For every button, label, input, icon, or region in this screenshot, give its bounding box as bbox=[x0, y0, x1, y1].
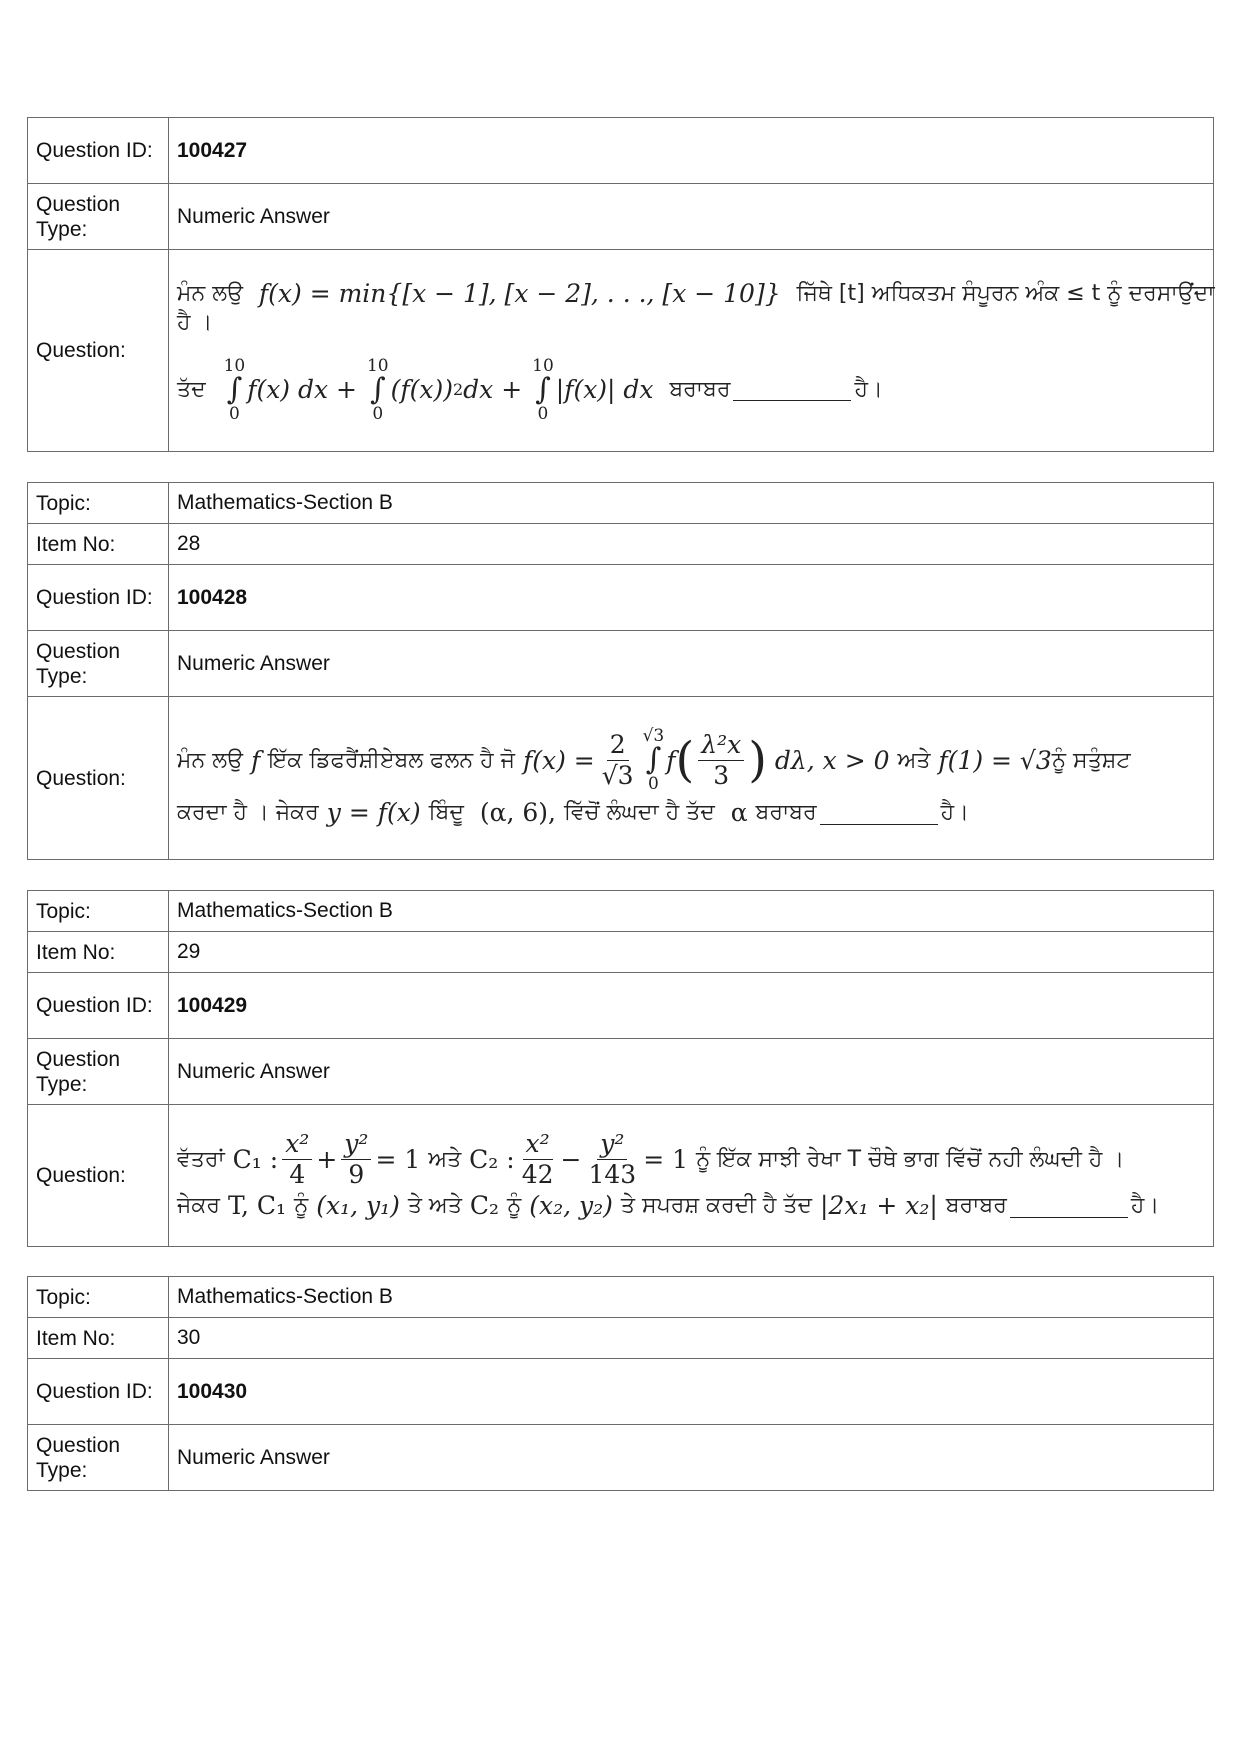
topic-value: Mathematics-Section B bbox=[169, 1277, 1214, 1318]
question-line-2: ਜੇਕਰ T, C₁ ਨੂੰ (x₁, y₁) ਤੇ ਅਤੇ C₂ ਨੂੰ (x₂, y₂) ਤੇ ਸਪਰਸ਼ ਕਰਦੀ ਹੈ ਤੱਦ |2x₁ + x₂| ਬਰਾਬਰ ਹੈ। bbox=[177, 1191, 1160, 1221]
answer-blank bbox=[1010, 1195, 1128, 1218]
item-no-label: Item No: bbox=[28, 1318, 169, 1359]
question-block-100428 bbox=[27, 482, 1214, 860]
question-id-value: 100428 bbox=[169, 565, 1214, 631]
topic-value: Mathematics-Section B bbox=[169, 483, 1214, 524]
question-line-1: ਮੰਨ ਲਉ f(x) = min{[x − 1], [x − 2], . . ., [x − 10]} ਜਿੱਥੇ [t] ਅਧਿਕਤਮ ਸੰਪੂਰਨ ਅੰਕ ≤ t ਨੂੰ ਦਰਸਾਉਂਦਾ bbox=[177, 279, 1215, 309]
question-label: Question: bbox=[28, 1105, 169, 1247]
question-body bbox=[169, 697, 1214, 860]
question-type-value: Numeric Answer bbox=[169, 1425, 1214, 1491]
item-no-value: 28 bbox=[169, 524, 1214, 565]
question-id-label: Question ID: bbox=[28, 973, 169, 1039]
question-type-value: Numeric Answer bbox=[169, 631, 1214, 697]
question-block-100429 bbox=[27, 890, 1214, 1247]
answer-blank bbox=[733, 378, 851, 401]
question-line-1: ਵੱਤਰਾਂ C₁ : $\frac{\text{x²}}{4}$ + $\frac{\text{y²}}{9}$ = 1 ਅਤੇ C₂ : $\frac{\text{x²}}{42}$ − $\frac{\text{y²}}{143}$ = 1 ਨੂੰ ਇੱਕ ਸਾਝੀ ਰੇਖਾ T ਚੌਥੇ ਭਾਗ ਵਿੱਚੋਂ ਨਹੀ ਲੰਘਦੀ ਹੈ । bbox=[177, 1129, 1125, 1190]
question-label: Question: bbox=[28, 697, 169, 860]
integral-3: 10 ∫ 0 bbox=[532, 355, 554, 424]
question-block-100430 bbox=[27, 1276, 1214, 1491]
question-type-value: Numeric Answer bbox=[169, 1039, 1214, 1105]
question-line-2: ਕਰਦਾ ਹੈ । ਜੇਕਰ y = f(x) ਬਿੰਦੂ (α, 6), ਵਿੱਚੋਂ ਲੰਘਦਾ ਹੈ ਤੱਦ α ਬਰਾਬਰ ਹੈ। bbox=[177, 798, 969, 828]
question-id-label: Question ID: bbox=[28, 1359, 169, 1425]
question-id-label: Question ID: bbox=[28, 118, 169, 184]
item-no-value: 29 bbox=[169, 932, 1214, 973]
fraction-lambda: $\frac{\text{λ²x}}{3}$ bbox=[698, 730, 744, 791]
question-line-3: ਤੱਦ 10 ∫ 0 f(x) dx + 10 ∫ 0 (f(x)) 2 dx + 10 ∫ 0 |f(x)| dx ਬਰਾਬਰ ਹੈ। bbox=[177, 355, 883, 424]
fraction-2-over-root3: $\frac{2}{√3}$ bbox=[601, 729, 634, 790]
topic-value: Mathematics-Section B bbox=[169, 891, 1214, 932]
topic-label: Topic: bbox=[28, 483, 169, 524]
topic-label: Topic: bbox=[28, 891, 169, 932]
function-definition: f(x) = min{[x − 1], [x − 2], . . ., [x − 10]} bbox=[258, 279, 781, 309]
question-id-value: 100430 bbox=[169, 1359, 1214, 1425]
item-no-label: Item No: bbox=[28, 932, 169, 973]
question-body: ਮੰਨ ਲਉ f(x) = min{[x − 1], [x − 2], . . ., [x − 10]} ਜਿੱਥੇ [t] ਅਧਿਕਤਮ ਸੰਪੂਰਨ ਅੰਕ ≤ t ਨੂੰ ਦਰਸਾਉਂਦਾ ਹੈ । ਤੱਦ 10 ∫ 0 f(x) dx + 10 ∫ 0 (f(x)) 2 dx + 10 ∫ 0 |f(x)| dx ਬਰਾਬਰ ਹੈ। bbox=[169, 250, 1214, 452]
item-no-value: 30 bbox=[169, 1318, 1214, 1359]
question-label: Question: bbox=[28, 250, 169, 452]
question-id-label: Question ID: bbox=[28, 565, 169, 631]
integral: √3 ∫ 0 bbox=[642, 726, 665, 795]
item-no-label: Item No: bbox=[28, 524, 169, 565]
question-line-1: ਮੰਨ ਲਉ f ਇੱਕ ਡਿਫਰੈਂਸ਼ੀਏਬਲ ਫਲਨ ਹੈ ਜੋ f(x) = $\frac{2}{√3}$ √3 ∫ 0 f ( $\frac{\text{λ²x}}{3}$ ) dλ, x > 0 ਅਤੇ f(1) = √3 ਨੂੰ ਸਤੁੰਸ਼ਟ bbox=[177, 726, 1131, 795]
question-type-value: Numeric Answer bbox=[169, 184, 1214, 250]
question-type-label: Question Type: bbox=[28, 1425, 169, 1491]
question-type-label: Question Type: bbox=[28, 1039, 169, 1105]
question-id-value: 100427 bbox=[169, 118, 1214, 184]
question-type-label: Question Type: bbox=[28, 631, 169, 697]
question-id-value: 100429 bbox=[169, 973, 1214, 1039]
question-block-100427 bbox=[27, 117, 1214, 452]
answer-blank bbox=[820, 802, 938, 825]
integral-2: 10 ∫ 0 bbox=[366, 355, 389, 424]
question-type-label: Question Type: bbox=[28, 184, 169, 250]
integral-1: 10 ∫ 0 bbox=[223, 355, 246, 424]
topic-label: Topic: bbox=[28, 1277, 169, 1318]
question-body bbox=[169, 1105, 1214, 1247]
